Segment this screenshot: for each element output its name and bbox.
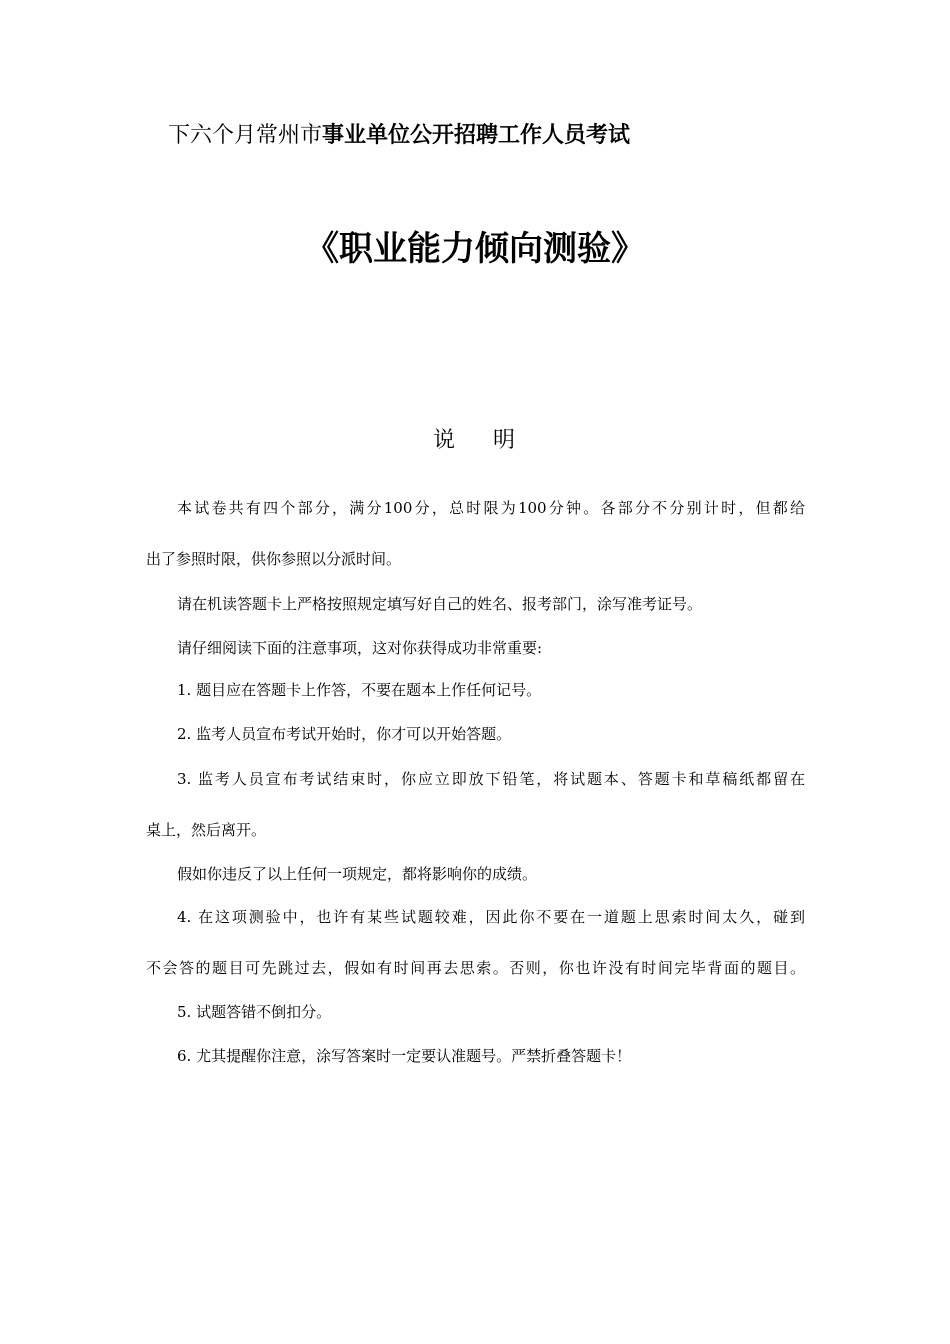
fill-card-instruction: 请在机读答题卡上严格按照规定填写好自己的姓名、报考部门，涂写准考证号。 bbox=[177, 595, 703, 613]
intro-line-2: 出了参照时限，供你参照以分派时间。 bbox=[146, 550, 402, 568]
note-item-5: 5. 试题答错不倒扣分。 bbox=[177, 1003, 332, 1021]
note-item-1: 1. 题目应在答题卡上作答，不要在题本上作任何记号。 bbox=[177, 681, 542, 699]
intro-line-1: 本试卷共有四个部分，满分100分，总时限为100分钟。各部分不分别计时，但都给 bbox=[177, 499, 805, 517]
read-notes-instruction: 请仔细阅读下面的注意事项，这对你获得成功非常重要: bbox=[177, 639, 543, 657]
exam-header-prefix: 下六个月常州市 bbox=[168, 123, 323, 148]
note-item-3-line-1: 3. 监考人员宣布考试结束时，你应立即放下铅笔，将试题本、答题卡和草稿纸都留在 bbox=[177, 770, 805, 788]
exam-header-title: 事业单位公开招聘工作人员考试 bbox=[322, 123, 631, 148]
instructions-heading: 说 明 bbox=[433, 428, 517, 453]
note-item-6: 6. 尤其提醒你注意，涂写答案时一定要认准题号。严禁折叠答题卡！ bbox=[177, 1047, 632, 1065]
note-item-4-line-1: 4. 在这项测验中，也许有某些试题较难，因此你不要在一道题上思索时间太久，碰到 bbox=[177, 908, 805, 926]
note-item-3-line-2: 桌上，然后离开。 bbox=[146, 821, 267, 839]
test-title: 《职业能力倾向测验》 bbox=[305, 229, 645, 269]
note-item-2: 2. 监考人员宣布考试开始时，你才可以开始答题。 bbox=[177, 725, 512, 743]
exam-header bbox=[168, 121, 630, 151]
note-item-4-line-2: 不会答的题目可先跳过去，假如有时间再去思索。否则，你也许没有时间完毕背面的题目。 bbox=[146, 959, 805, 977]
violation-warning: 假如你违反了以上任何一项规定，都将影响你的成绩。 bbox=[177, 865, 538, 883]
